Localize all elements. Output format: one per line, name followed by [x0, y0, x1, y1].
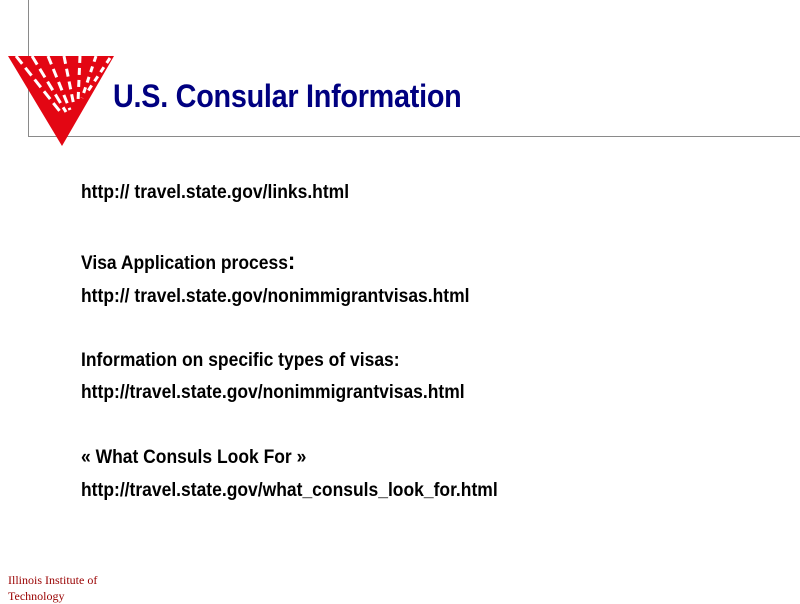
links-url: http:// travel.state.gov/links.html — [81, 182, 350, 203]
visa-application-colon: : — [287, 248, 296, 275]
horizontal-rule — [28, 136, 800, 137]
consuls-look-for-label: « What Consuls Look For » — [81, 447, 307, 468]
nonimmigrant-visas-url: http:// travel.state.gov/nonimmigrantvisas.html — [81, 286, 470, 307]
iit-logo-icon — [6, 54, 116, 148]
page-title: U.S. Consular Information — [113, 78, 462, 114]
specific-visas-label: Information on specific types of visas: — [81, 350, 400, 371]
visa-application-label — [81, 248, 296, 275]
consuls-look-for-url: http://travel.state.gov/what_consuls_look_for.html — [81, 480, 498, 501]
footer-institution: Illinois Institute of Technology — [8, 573, 98, 603]
visa-application-text: Visa Application process — [81, 253, 288, 274]
nonimmigrant-visas-url-2: http://travel.state.gov/nonimmigrantvisas.html — [81, 382, 465, 403]
